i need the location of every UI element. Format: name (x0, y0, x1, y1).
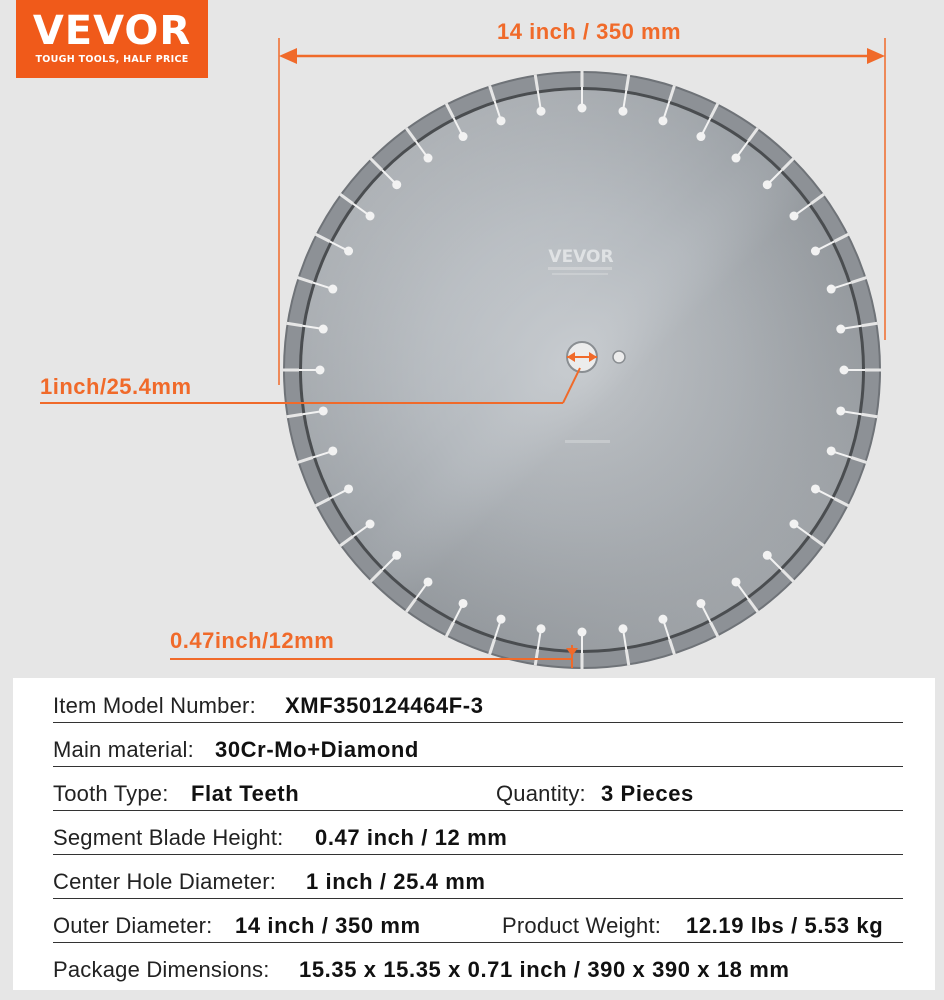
gullet-hole (392, 180, 401, 189)
gullet-hole (811, 484, 820, 493)
spec-label: Outer Diameter: (53, 913, 213, 938)
gullet-hole (319, 325, 328, 334)
spec-label: Segment Blade Height: (53, 825, 284, 850)
spec-row-segment-height (53, 810, 903, 855)
gullet-hole (789, 212, 798, 221)
gullet-hole (497, 116, 506, 125)
spec-row-outer-weight (53, 898, 903, 943)
spec-value: 1 inch / 25.4 mm (306, 869, 486, 894)
gullet-hole (328, 446, 337, 455)
gullet-hole (328, 285, 337, 294)
spec-table (13, 678, 935, 990)
gullet-hole (497, 615, 506, 624)
spec-label-secondary: Product Weight: (502, 913, 662, 938)
blade-engraved-logo: VEVOR (548, 247, 614, 267)
gullet-hole (827, 446, 836, 455)
spec-label: Center Hole Diameter: (53, 869, 277, 894)
gullet-hole (763, 180, 772, 189)
gullet-hole (319, 406, 328, 415)
spec-value-secondary: 3 Pieces (601, 781, 694, 806)
gullet-hole (811, 247, 820, 256)
gullet-hole (696, 599, 705, 608)
vevor-logo (16, 0, 208, 78)
spec-row-material (53, 722, 903, 767)
spec-label: Tooth Type: (53, 781, 169, 806)
spec-value: 14 inch / 350 mm (235, 913, 421, 938)
gullet-hole (424, 577, 433, 586)
gullet-hole (731, 154, 740, 163)
gullet-hole (578, 628, 587, 637)
gullet-hole (658, 116, 667, 125)
segment-height-label: 0.47inch/12mm (170, 628, 335, 653)
gullet-hole (344, 247, 353, 256)
gullet-hole (459, 132, 468, 141)
center-hole-label: 1inch/25.4mm (40, 374, 192, 399)
pin-hole (613, 351, 625, 363)
outer-diameter-label: 14 inch / 350 mm (497, 19, 682, 44)
gullet-hole (696, 132, 705, 141)
gullet-hole (537, 624, 546, 633)
gullet-hole (344, 484, 353, 493)
spec-label: Main material: (53, 737, 194, 762)
gullet-hole (840, 366, 849, 375)
spec-row-package (53, 942, 903, 986)
gullet-hole (763, 551, 772, 560)
spec-row-tooth-quantity (53, 766, 903, 811)
gullet-hole (836, 325, 845, 334)
spec-value-secondary: 12.19 lbs / 5.53 kg (686, 913, 884, 938)
gullet-hole (836, 406, 845, 415)
gullet-hole (618, 624, 627, 633)
spec-label: Package Dimensions: (53, 957, 270, 982)
gullet-hole (731, 577, 740, 586)
spec-label: Item Model Number: (53, 693, 256, 718)
gullet-hole (827, 285, 836, 294)
spec-value: 0.47 inch / 12 mm (315, 825, 508, 850)
spec-row-center-hole (53, 854, 903, 899)
gullet-hole (618, 107, 627, 116)
gullet-hole (316, 366, 325, 375)
brand-tagline: TOUGH TOOLS, HALF PRICE (35, 54, 189, 65)
spec-value: XMF350124464F-3 (285, 693, 484, 718)
spec-value: 30Cr-Mo+Diamond (215, 737, 419, 762)
spec-value: 15.35 x 15.35 x 0.71 inch / 390 x 390 x 18 mm (299, 957, 790, 982)
gullet-hole (392, 551, 401, 560)
gullet-hole (459, 599, 468, 608)
spec-row-model (53, 678, 903, 723)
spec-value: Flat Teeth (191, 781, 300, 806)
gullet-hole (578, 104, 587, 113)
gullet-hole (537, 107, 546, 116)
brand-name: VEVOR (32, 8, 192, 54)
gullet-hole (789, 519, 798, 528)
gullet-hole (366, 212, 375, 221)
spec-label-secondary: Quantity: (496, 781, 586, 806)
gullet-hole (366, 519, 375, 528)
gullet-hole (424, 154, 433, 163)
gullet-hole (658, 615, 667, 624)
